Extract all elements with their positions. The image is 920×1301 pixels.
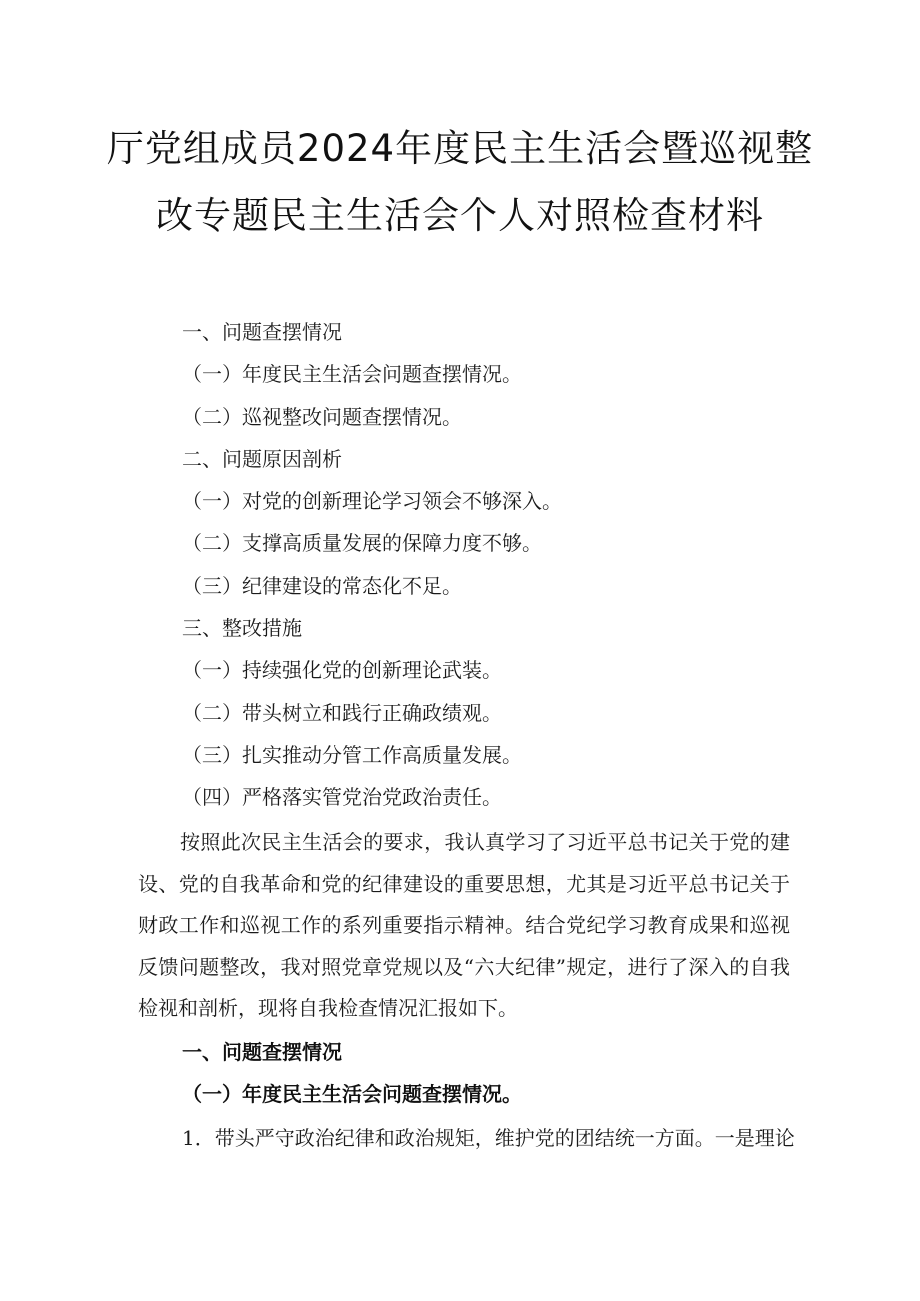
outline-item: （二）支撑高质量发展的保障力度不够。 [182,531,542,556]
intro-paragraph: 按照此次民主生活会的要求，我认真学习了习近平总书记关于党的建设、党的自我革命和党的纪律建设的重要思想，尤其是习近平总书记关于财政工作和巡视工作的系列重要指示精神。结合党纪学习教育成果和巡视反馈问题整改，我对照党章党规以及“六大纪律”规定，进行了深入的自我检视和剖析，现将自我检查情况汇报如下。 [138,830,790,1020]
outline-list [182,318,822,826]
outline-item: 三、整改措施 [182,616,302,641]
outline-item: 二、问题原因剖析 [182,446,342,471]
section-heading: 一、问题查摆情况 [182,1040,342,1064]
outline-item: （一）年度民主生活会问题查摆情况。 [182,362,522,387]
document-title-line-1: 厅党组成员2024年度民主生活会暨巡视整 [106,127,814,170]
outline-item: （一）对党的创新理论学习领会不够深入。 [182,489,562,514]
outline-item: 一、问题查摆情况 [182,320,342,344]
body-text-line: 1．带头严守政治纪律和政治规矩，维护党的团结统一方面。一是理论 [182,1126,795,1150]
outline-item: （二）巡视整改问题查摆情况。 [182,404,462,429]
document-title-line-2: 改专题民主生活会个人对照检查材料 [156,194,764,237]
outline-item: （四）严格落实管党治党政治责任。 [182,785,502,810]
subsection-heading: （一）年度民主生活会问题查摆情况。 [182,1082,522,1106]
outline-item: （三）纪律建设的常态化不足。 [182,573,462,598]
outline-item: （二）带头树立和践行正确政绩观。 [182,700,502,725]
outline-item: （三）扎实推动分管工作高质量发展。 [182,742,522,767]
outline-item: （一）持续强化党的创新理论武装。 [182,658,502,683]
